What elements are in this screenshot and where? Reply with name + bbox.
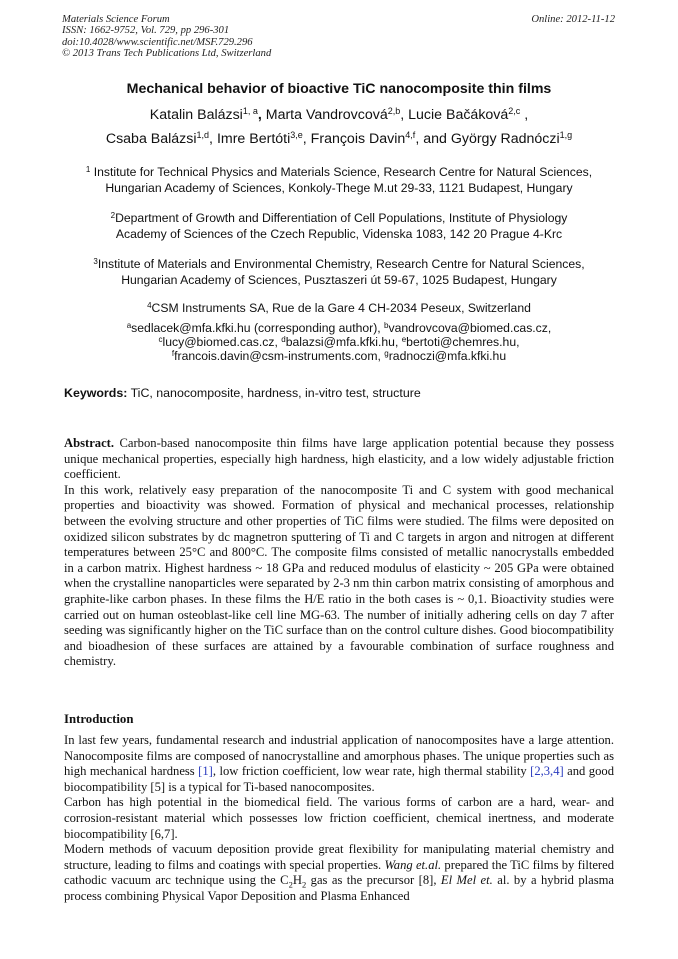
introduction-section [64,733,614,905]
affiliation-1 [40,165,638,197]
journal-copyright: © 2013 Trans Tech Publications Ltd, Switzerland [62,48,272,60]
affiliation-line: Hungarian Academy of Sciences, Konkoly-Thege M.ut 29-33, 1121 Budapest, Hungary [105,180,573,195]
paper-title: Mechanical behavior of bioactive TiC nanocomposite thin films [126,81,552,97]
author-name: Csaba Balázsi [105,131,197,147]
journal-doi[interactable]: doi:10.4028/www.scientific.net/MSF.729.296 [62,36,253,48]
affiliation-4 [40,301,638,317]
abstract-section [64,436,614,670]
email-address[interactable]: vandrovcova@biomed.cas.cz, [388,321,552,335]
affiliation-line: Hungarian Academy of Sciences, Pusztaszeri út 59-67, 1025 Budapest, Hungary [121,272,557,287]
email-address[interactable]: balazsi@mfa.kfki.hu, [285,335,399,349]
affiliation-number: 3 [93,257,98,266]
email-address[interactable]: lucy@biomed.cas.cz, [162,335,278,349]
email-address[interactable]: sedlacek@mfa.kfki.hu (corresponding author), [131,321,381,335]
abstract-paragraph: Abstract. Carbon-based nanocomposite thin films have large application potential because they possess unique mechanical properties, especially high hardness, high elasticity, and a low widely adjustable friction coefficient. [64,436,614,482]
citation-link[interactable]: [2,3,4] [530,764,564,779]
affiliation-number: 2 [110,211,116,220]
author-separator: , [302,131,311,147]
keywords-label: Keywords: [64,386,128,400]
author-name: François Davin [310,131,406,147]
intro-paragraph: Modern methods of vacuum deposition provide great flexibility for manipulating material chemistry and structure, leading to films and coatings with special properties. Wang et.al. prepared the TiC films by filtered cathodic vacuum arc technique using the $C_2H_2$ gas as the precursor [8], El Mel et. al. by a hybrid plasma process combining Physical Vapor Deposition and Plasma Enhanced [64,842,614,903]
author-name: Lucie Bačáková [408,107,509,123]
journal-header [62,14,271,60]
author-affil: 1,g [559,130,573,140]
author-affil: 2,b [387,106,401,116]
affiliation-line: Department of Growth and Differentiation of Cell Populations, Institute of Physiology [115,211,568,225]
journal-name: Materials Science Forum [62,14,170,25]
affiliation-2 [40,211,638,243]
author-affil: 4,f [405,130,416,140]
citation-link[interactable]: [1] [198,764,213,779]
abstract-label: Abstract. [64,436,115,450]
author-name: Imre Bertóti [216,131,291,147]
email-address[interactable]: francois.davin@csm-instruments.com, [174,349,381,363]
author-separator: , and [415,131,451,147]
affiliation-number: 1 [85,165,91,174]
journal-issn: ISSN: 1662-9752, Vol. 729, pp 296-301 [62,25,230,37]
author-affil: 3,e [290,130,303,140]
author-affil: 1,d [196,130,210,140]
author-separator: , [400,107,409,123]
author-name: György Radnóczi [450,131,560,147]
affiliation-number: 4 [147,301,152,310]
affiliation-line: Academy of Sciences of the Czech Republic, Videnska 1083, 142 20 Prague 4-Krc [115,226,563,241]
email-address[interactable]: bertoti@chemres.hu, [406,335,520,349]
online-date: Online: 2012-11-12 [531,14,615,25]
section-heading: Introduction [64,712,134,726]
affiliation-line: Institute for Technical Physics and Materials Science, Research Centre for Natural Sciences, [90,165,593,179]
author-name: Katalin Balázsi [149,107,243,123]
intro-paragraph: Carbon has high potential in the biomedical field. The various forms of carbon are a hard, wear- and corrosion-resistant material which possesses low friction coefficient, chemical inertness, and moderate biocompatibility [6,7]. [64,795,614,841]
author-list [50,103,628,151]
abstract-paragraph: In this work, relatively easy preparation of the nanocomposite Ti and C system with good mechanical properties and bioactivity was showed. Formation of physical and mechanical processes, relationship between the evolving structure and other properties of TiC films were studied. The films were deposited on oxidized silicon substrates by dc magnetron sputtering of Ti and C targets in argon and nitrogen at different temperatures between 25°C and 800°C. The composite films consisted of metallic nanocrystalls embedded in a carbon matrix. Highest hardness ~ 18 GPa and reduced modulus of elasticity ~ 205 GPa were obtained when the crystalline nanoparticles were separated by 2-3 nm thin carbon matrix consisting of amorphous and graphite-like carbon phases. In these films the H/E ratio in the both cases is ~ 0,1. Bioactivity studies were carried out on human osteoblast-like cell line MG-63. The number of initially adhering cells on day 7 after seeding was significantly higher on the TiC surface than on the control culture dishes. Good biocompatibility and bioadhesion of these surfaces are attained by a favourable combination of surface roughness and chemistry. [64,482,614,669]
email-address[interactable]: radnoczi@mfa.kfki.hu [388,349,507,363]
intro-paragraph: In last few years, fundamental research and industrial application of nanocomposites have a large attention. Nanocomposite films are composed of nanocrystalline and amorphous phases. The unique properties such as high mechanical hardness [1], low friction coefficient, low wear rate, high thermal stability [2,3,4] and good biocompatibility [5] is a typical for Ti-based nanocomposites. [64,733,614,794]
keywords [64,386,624,400]
keywords-text: TiC, nanocomposite, hardness, in-vitro test, structure [130,386,421,400]
affiliation-line: Institute of Materials and Environmental Chemistry, Research Centre for Natural Sciences, [97,257,585,271]
author-separator: , [257,107,266,123]
author-name: Marta Vandrovcová [265,107,388,123]
author-separator: , [520,107,529,123]
affiliation-line: CSM Instruments SA, Rue de la Gare 4 CH-2034 Peseux, Switzerland [151,301,531,315]
affiliation-3 [40,257,638,289]
author-separator: , [209,131,217,147]
author-affil: 2,c [508,106,521,116]
author-affil: 1, a [242,106,258,116]
email-list: $^a$sedlacek@mfa.kfki.hu (corresponding author), $^b$vandrovcova@biomed.cas.cz, $^c$lucy@biomed.cas.cz, $^d$balazsi@mfa.kfki.hu, $^e$bertoti@chemres.hu, $^f$francois.davin@csm-instruments.com, $^g$radnoczi@mfa.kfki.hu [126,321,552,363]
